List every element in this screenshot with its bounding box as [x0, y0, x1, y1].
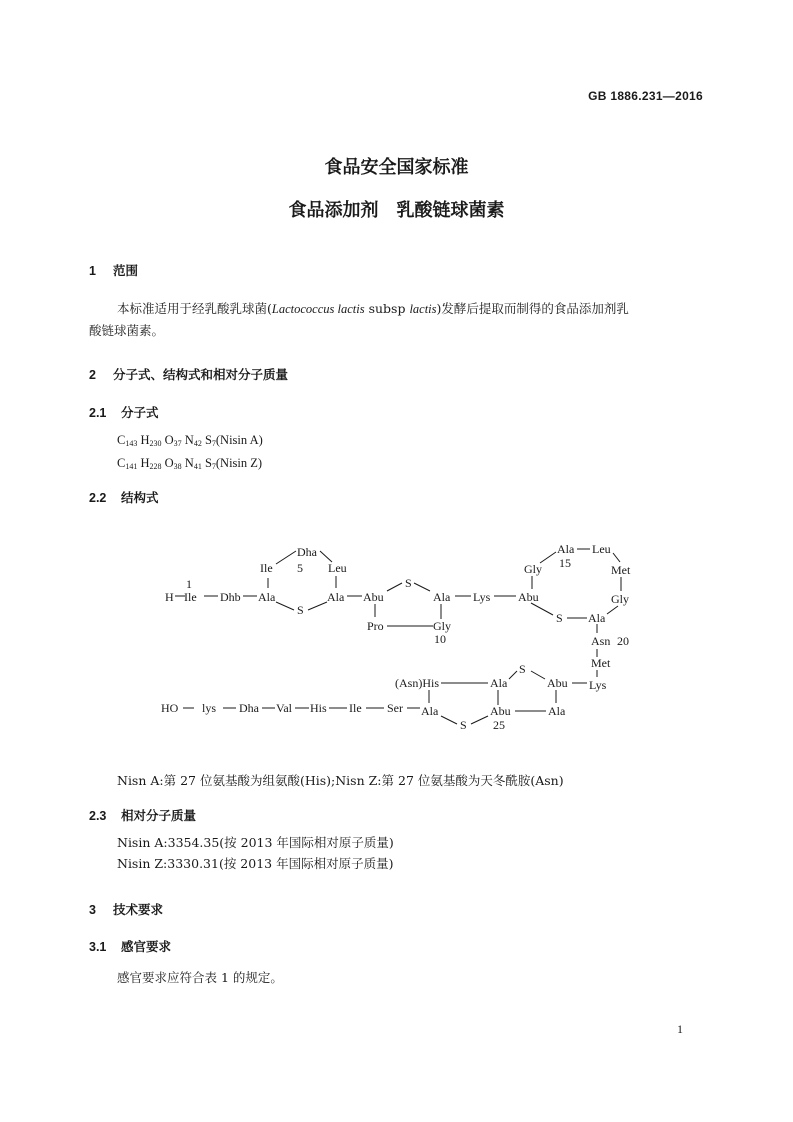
residue-ala-7: Ala	[327, 590, 345, 604]
scope-latin-subspecies: lactis	[409, 302, 437, 316]
thioether-s-4: S	[519, 662, 526, 676]
residue-ile-ring: Ile	[260, 561, 273, 575]
thioether-s-2: S	[405, 576, 412, 590]
residue-ile-30: Ile	[349, 701, 362, 715]
scope-text-post: )发酵后提取而制得的食品添加剂乳	[436, 301, 629, 316]
residue-number-15: 15	[559, 556, 571, 570]
residue-number-1: 1	[186, 577, 192, 591]
section-title: 结构式	[121, 490, 159, 505]
section-number: 3	[89, 903, 96, 917]
residue-his-asn-27: (Asn)His	[395, 676, 439, 690]
residue-ala-26: Ala	[490, 676, 508, 690]
section-number: 2.1	[89, 406, 107, 420]
relative-mass-nisin-a: Nisin A:3354.35(按 2013 年国际相对原子质量)	[117, 835, 394, 850]
residue-leu: Leu	[328, 561, 347, 575]
residue-h: H	[165, 590, 174, 604]
structure-note: Nisn A:第 27 位氨基酸为组氨酸(His);Nisn Z:第 27 位氨基酸为天冬酰胺(Asn)	[117, 773, 564, 788]
residue-ile-1: Ile	[184, 590, 197, 604]
residue-dha: Dha	[297, 545, 317, 559]
residue-gly-18: Gly	[611, 592, 629, 606]
section-number: 2	[89, 368, 96, 382]
section-number: 2.3	[89, 809, 107, 823]
residue-number-5: 5	[297, 561, 303, 575]
standard-code: GB 1886.231—2016	[588, 89, 703, 103]
residue-ala-28: Ala	[421, 704, 439, 718]
residue-ala-11: Ala	[433, 590, 451, 604]
residue-lys-34: lys	[202, 701, 217, 715]
scope-text-subsp: subsp	[364, 301, 410, 316]
scope-text-pre: 本标准适用于经乳酸乳球菌(	[117, 301, 272, 316]
residue-lys-12: Lys	[473, 590, 491, 604]
scope-latin-genus: Lactococcus lactis	[271, 302, 365, 316]
residue-pro: Pro	[367, 619, 384, 633]
section-2-3-heading	[89, 806, 196, 824]
molecular-formula-nisin-z: $C_{141}$ $H_{228}$ $O_{38}$ $N_{41}$ $S_7(Nisin$ Z)	[117, 456, 263, 471]
section-number: 1	[89, 264, 96, 278]
document-title-line-2: 食品添加剂 乳酸链球菌素	[288, 200, 505, 221]
section-title: 感官要求	[121, 939, 172, 954]
residue-ala-24: Ala	[548, 704, 566, 718]
section-3-1-heading	[89, 937, 171, 955]
document-title-line-1: 食品安全国家标准	[324, 157, 469, 178]
residue-asn-20: Asn	[591, 634, 611, 648]
section-number: 2.2	[89, 491, 107, 505]
section-title: 技术要求	[113, 902, 164, 917]
residue-number-10: 10	[434, 632, 446, 646]
scope-paragraph-line-2: 酸链球菌素。	[89, 323, 165, 338]
page-number: 1	[677, 1022, 683, 1036]
residue-dha-33: Dha	[239, 701, 259, 715]
residue-abu-13: Abu	[518, 590, 539, 604]
section-number: 3.1	[89, 940, 107, 954]
molecular-formula-nisin-a: $C_{143}$ $H_{230}$ $O_{37}$ $N_{42}$ $S_7(Nisin$ A)	[117, 433, 263, 448]
relative-mass-nisin-z: Nisin Z:3330.31(按 2013 年国际相对原子质量)	[117, 856, 394, 871]
residue-met-21: Met	[591, 656, 611, 670]
residue-dhb: Dhb	[220, 590, 241, 604]
section-title: 相对分子质量	[121, 808, 197, 823]
residue-leu-16: Leu	[592, 542, 611, 556]
residue-gly-14: Gly	[524, 562, 542, 576]
residue-val-32: Val	[276, 701, 292, 715]
residue-ho: HO	[161, 701, 179, 715]
sensory-requirement-paragraph: 感官要求应符合表 1 的规定。	[117, 970, 283, 985]
residue-ala-3: Ala	[258, 590, 276, 604]
section-3-heading	[89, 900, 163, 918]
section-title: 范围	[113, 263, 139, 278]
section-title: 分子式	[121, 405, 159, 420]
residue-number-25: 25	[493, 718, 505, 732]
residue-gly-10: Gly	[433, 619, 451, 633]
residue-abu-8: Abu	[363, 590, 384, 604]
residue-ser-29: Ser	[387, 701, 403, 715]
thioether-s-1: S	[297, 603, 304, 617]
residue-number-20: 20	[617, 634, 629, 648]
residue-abu-25: Abu	[490, 704, 511, 718]
residue-his-31: His	[310, 701, 327, 715]
section-title: 分子式、结构式和相对分子质量	[113, 367, 289, 382]
residue-lys-22: Lys	[589, 678, 607, 692]
residue-abu-23: Abu	[547, 676, 568, 690]
residue-ala-15: Ala	[557, 542, 575, 556]
thioether-s-5: S	[460, 718, 467, 732]
residue-met-17: Met	[611, 563, 631, 577]
residue-ala-19: Ala	[588, 611, 606, 625]
thioether-s-3: S	[556, 611, 563, 625]
